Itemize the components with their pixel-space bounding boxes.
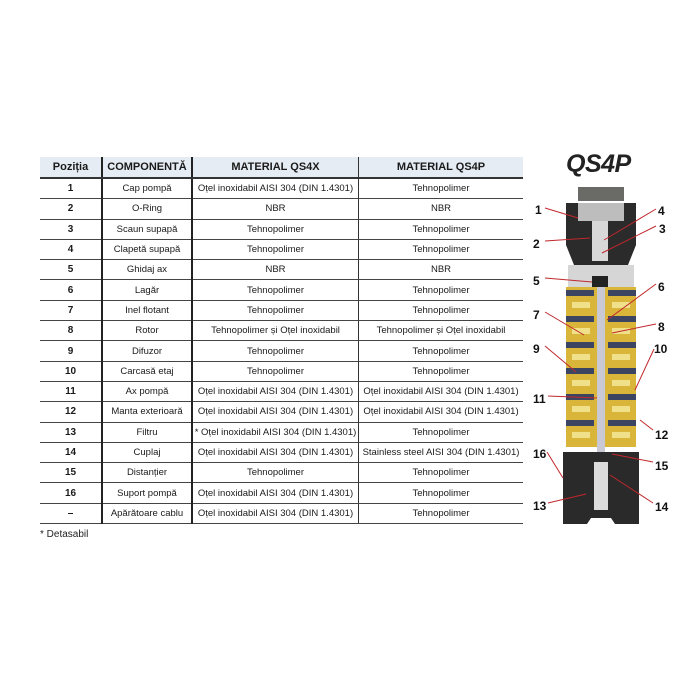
cell-material-qs4p: Tehnopolimer (359, 341, 524, 361)
table-row (40, 483, 523, 503)
cell-material-qs4p: Tehnopolimer (359, 483, 524, 503)
cell-position: 14 (40, 442, 102, 462)
table-row (40, 442, 523, 462)
table-row (40, 280, 523, 300)
callout-label: 2 (533, 237, 540, 251)
cell-material-qs4x: Oțel inoxidabil AISI 304 (DIN 1.4301) (192, 483, 359, 503)
callout-label: 3 (659, 222, 666, 236)
cell-position: 5 (40, 260, 102, 280)
callout-label: 1 (535, 203, 542, 217)
cell-position: 2 (40, 199, 102, 219)
cell-material-qs4x: Tehnopolimer (192, 239, 359, 259)
callout-label: 13 (533, 499, 547, 513)
header-component: COMPONENTĂ (102, 157, 192, 178)
cell-component: Inel flotant (102, 300, 192, 320)
cell-component: Manta exterioară (102, 402, 192, 422)
callout-label: 10 (654, 342, 668, 356)
cell-material-qs4x: NBR (192, 260, 359, 280)
cell-material-qs4x: Oțel inoxidabil AISI 304 (DIN 1.4301) (192, 402, 359, 422)
cell-material-qs4x: * Oțel inoxidabil AISI 304 (DIN 1.4301) (192, 422, 359, 442)
cell-component: Apărătoare cablu (102, 503, 192, 523)
cell-component: Clapetă supapă (102, 239, 192, 259)
cell-position: 4 (40, 239, 102, 259)
table-row (40, 463, 523, 483)
cell-material-qs4x: Oțel inoxidabil AISI 304 (DIN 1.4301) (192, 442, 359, 462)
cell-material-qs4p: Tehnopolimer (359, 300, 524, 320)
cell-material-qs4p: Tehnopolimer (359, 178, 524, 199)
header-position: Poziția (40, 157, 102, 178)
callout-label: 6 (658, 280, 665, 294)
cell-component: Rotor (102, 321, 192, 341)
table-row (40, 219, 523, 239)
table-row (40, 402, 523, 422)
table-row (40, 178, 523, 199)
cell-position: 6 (40, 280, 102, 300)
callout-label: 8 (658, 320, 665, 334)
table-row (40, 239, 523, 259)
cell-material-qs4x: Tehnopolimer (192, 341, 359, 361)
cell-material-qs4p: Oțel inoxidabil AISI 304 (DIN 1.4301) (359, 381, 524, 401)
cell-position: 13 (40, 422, 102, 442)
cell-material-qs4p: Tehnopolimer și Oțel inoxidabil (359, 321, 524, 341)
footnote: * Detasabil (40, 529, 89, 540)
cell-material-qs4x: Tehnopolimer (192, 361, 359, 381)
pump-cross-section-diagram (525, 185, 695, 545)
cell-material-qs4x: Tehnopolimer și Oțel inoxidabil (192, 321, 359, 341)
cell-component: Lagăr (102, 280, 192, 300)
cell-position: 9 (40, 341, 102, 361)
header-material-qs4x: MATERIAL QS4X (192, 157, 359, 178)
cell-material-qs4p: Tehnopolimer (359, 239, 524, 259)
callout-label: 16 (533, 447, 547, 461)
cell-component: Difuzor (102, 341, 192, 361)
cell-material-qs4x: Oțel inoxidabil AISI 304 (DIN 1.4301) (192, 503, 359, 523)
cell-material-qs4x: Tehnopolimer (192, 463, 359, 483)
cell-material-qs4p: Tehnopolimer (359, 422, 524, 442)
cell-component: Scaun supapă (102, 219, 192, 239)
cell-position: 16 (40, 483, 102, 503)
cell-position: 1 (40, 178, 102, 199)
cell-position: 15 (40, 463, 102, 483)
cell-component: Ax pompă (102, 381, 192, 401)
cell-position: 12 (40, 402, 102, 422)
cell-material-qs4p: Tehnopolimer (359, 219, 524, 239)
callout-label: 5 (533, 274, 540, 288)
table-header-row (40, 157, 523, 178)
table-row (40, 300, 523, 320)
table-row (40, 503, 523, 523)
cell-component: Cap pompă (102, 178, 192, 199)
callout-label: 4 (658, 204, 665, 218)
cell-component: Suport pompă (102, 483, 192, 503)
cell-position: 7 (40, 300, 102, 320)
table-row (40, 381, 523, 401)
table-row (40, 260, 523, 280)
cell-component: Cuplaj (102, 442, 192, 462)
materials-table-container (40, 157, 518, 524)
cell-component: Carcasă etaj (102, 361, 192, 381)
cell-position: – (40, 503, 102, 523)
cell-material-qs4x: NBR (192, 199, 359, 219)
table-row (40, 341, 523, 361)
cell-material-qs4x: Tehnopolimer (192, 300, 359, 320)
table-row (40, 321, 523, 341)
cell-material-qs4p: NBR (359, 199, 524, 219)
materials-table (40, 157, 523, 524)
cell-material-qs4x: Tehnopolimer (192, 280, 359, 300)
callout-label: 9 (533, 342, 540, 356)
cell-position: 11 (40, 381, 102, 401)
cell-material-qs4p: Tehnopolimer (359, 463, 524, 483)
table-row (40, 199, 523, 219)
callout-label: 12 (655, 428, 669, 442)
callout-label: 7 (533, 308, 540, 322)
cell-material-qs4x: Oțel inoxidabil AISI 304 (DIN 1.4301) (192, 178, 359, 199)
table-row (40, 361, 523, 381)
cell-material-qs4p: Oțel inoxidabil AISI 304 (DIN 1.4301) (359, 402, 524, 422)
cell-position: 3 (40, 219, 102, 239)
table-row (40, 422, 523, 442)
callout-label: 11 (533, 392, 546, 406)
callout-label: 15 (655, 459, 669, 473)
callout-label: 14 (655, 500, 669, 514)
cell-material-qs4p: Tehnopolimer (359, 280, 524, 300)
cell-material-qs4x: Tehnopolimer (192, 219, 359, 239)
cell-component: O-Ring (102, 199, 192, 219)
cell-component: Distanțier (102, 463, 192, 483)
cell-position: 10 (40, 361, 102, 381)
cell-material-qs4p: Tehnopolimer (359, 361, 524, 381)
cell-position: 8 (40, 321, 102, 341)
cell-material-qs4x: Oțel inoxidabil AISI 304 (DIN 1.4301) (192, 381, 359, 401)
diagram-title: QS4P (566, 150, 631, 178)
cell-component: Filtru (102, 422, 192, 442)
header-material-qs4p: MATERIAL QS4P (359, 157, 524, 178)
cell-material-qs4p: NBR (359, 260, 524, 280)
cell-material-qs4p: Stainless steel AISI 304 (DIN 1.4301) (359, 442, 524, 462)
cell-material-qs4p: Tehnopolimer (359, 503, 524, 523)
cell-component: Ghidaj ax (102, 260, 192, 280)
